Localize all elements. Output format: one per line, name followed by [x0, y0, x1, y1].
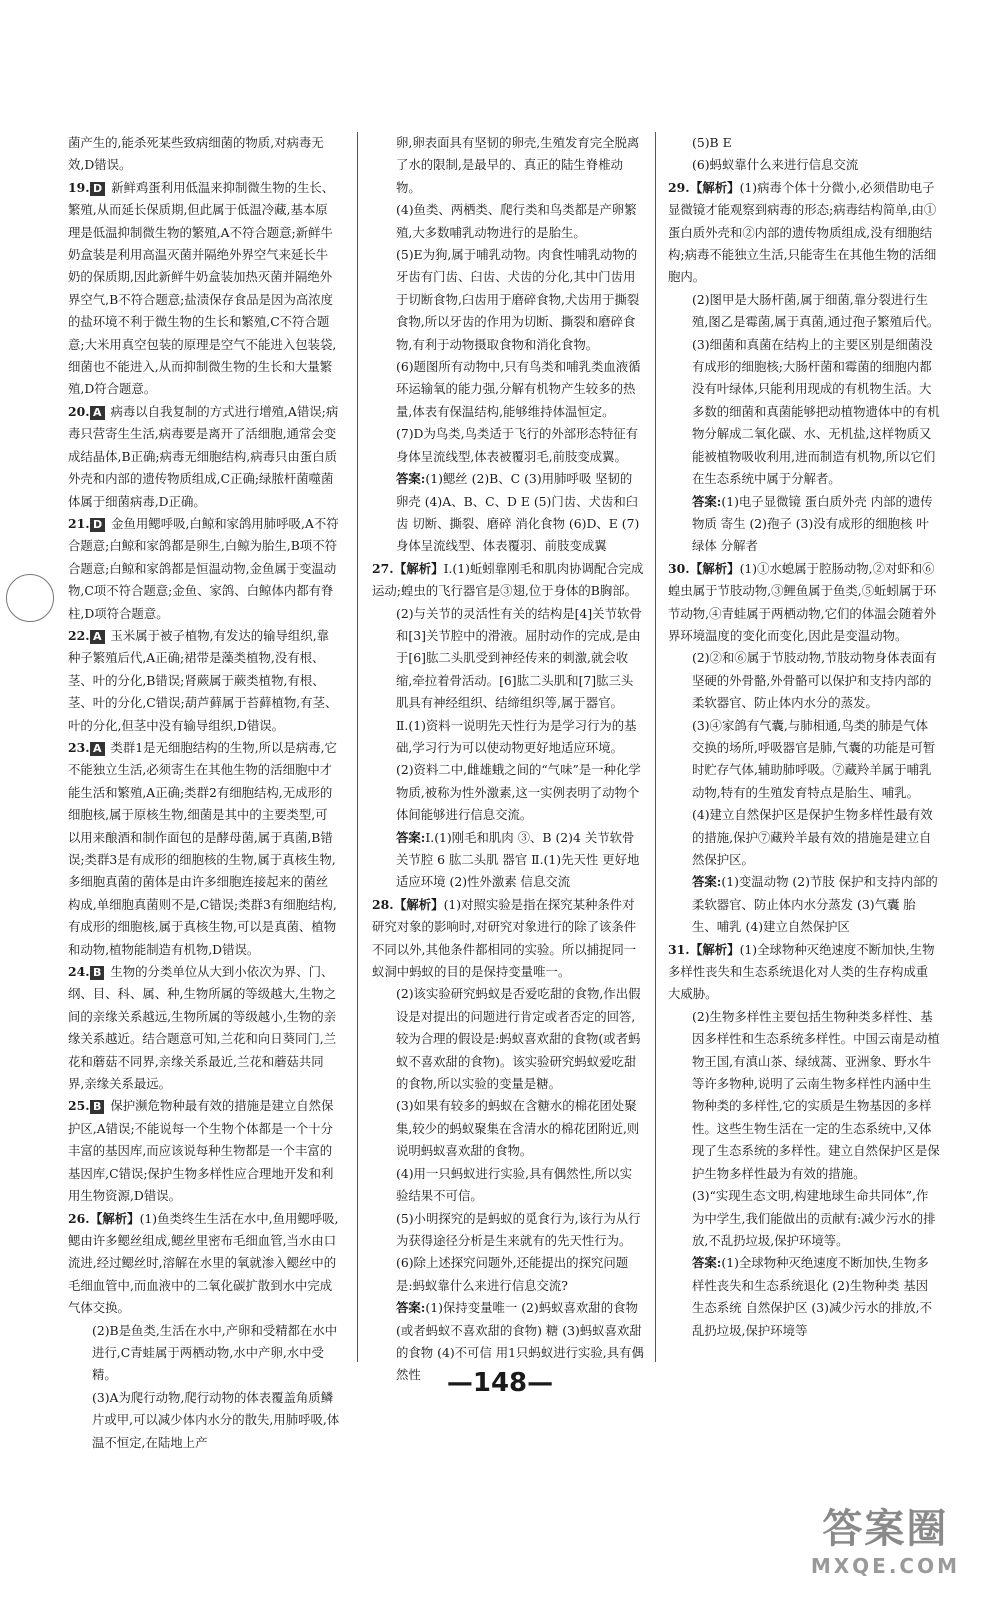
answer-choice-badge: B: [90, 966, 104, 980]
answer-paragraph: [372, 1095, 644, 1162]
answer-column-1: [68, 132, 340, 1454]
watermark-title: 答案圈: [822, 1506, 949, 1552]
paragraph-text: 新鲜鸡蛋利用低温来抑制微生物的生长、繁殖,从而延长保质期,但此属于低温冷藏,基本原理是低温抑制微生物的繁殖,A不符合题意;新鲜牛奶盒装是利用高温灭菌并隔绝外界空气来延长牛奶的保质期,因此新鲜牛奶盒装加热灭菌并隔绝外界空气,B不符合题意;盐渍保存食品是因为高浓度的盐环境不利于微生物的生长和繁殖,C不符合题意;大米用真空包装的原理是空气不能进入包装袋,细菌也不能进入,从而抑制微生物的生长和大量繁殖,D符合题意。: [68, 179, 337, 397]
analysis-tag: 【解析】: [690, 560, 740, 576]
question-answer-block: [68, 961, 340, 1095]
question-number: 20.: [68, 403, 90, 419]
question-number: 26.: [68, 1210, 90, 1226]
question-number: 21.: [68, 515, 90, 531]
question-answer-block: [68, 177, 340, 401]
question-number: 23.: [68, 739, 90, 755]
paragraph-text: (5)B E: [692, 135, 732, 150]
answer-choice-badge: A: [90, 742, 105, 756]
answer-paragraph: [372, 244, 644, 356]
question-answer-block: [68, 1095, 340, 1207]
paragraph-text: (3)如果有较多的蚂蚁在含糖水的棉花团处聚集,较少的蚂蚁聚集在含清水的棉花团附近,则说明蚂蚁喜欢甜的食物。: [396, 1098, 640, 1159]
paragraph-text: 卵,卵表面具有坚韧的卵壳,生殖发育完全脱离了水的限制,是最早的、真正的陆生脊椎动物。: [396, 135, 640, 195]
answer-paragraph: [68, 132, 340, 177]
answer-paragraph: [372, 1208, 644, 1253]
question-number: 25.: [68, 1098, 90, 1114]
answer-paragraph: [372, 1163, 644, 1208]
answer-choice-badge: D: [90, 518, 105, 532]
answer-label: 答案:: [396, 829, 426, 845]
paragraph-text: (1)①水螅属于腔肠动物,②对虾和⑥蝗虫属于节肢动物,③鲤鱼属于鱼类,⑤蚯蚓属于环节动物,④青蛙属于两栖动物,它们的体温会随着外界环境温度的变化而变化,因此是变温动物。: [668, 560, 937, 643]
paragraph-text: (6)除上述探究问题外,还能提出的探究问题是:蚂蚁靠什么来进行信息交流?: [396, 1255, 629, 1293]
paragraph-text: (1)病毒个体十分微小,必须借助电子显微镜才能观察到病毒的形态;病毒结构简单,由①蛋白质外壳和②内部的遗传物质组成,没有细胞结构;病毒不能独立生活,只能寄生在其他生物的活细胞内。: [668, 179, 937, 285]
question-number: 28.: [372, 896, 394, 912]
paragraph-text: Ⅰ.(1)蚯蚓靠刚毛和肌肉协调配合完成运动;蝗虫的飞行器官是③翅,位于身体的B胸部。: [372, 560, 644, 599]
answer-label: 答案:: [396, 471, 426, 487]
watermark-url: MXQE.COM: [810, 1554, 960, 1578]
answer-paragraph: [372, 715, 644, 760]
paragraph-text: (1)变温动物 (2)节肢 保护和支持内部的柔软器官、防止体内水分蒸发 (3)气囊 胎生、哺乳 (4)建立自然保护区: [692, 874, 938, 935]
question-answer-block: [68, 513, 340, 625]
answer-paragraph: [372, 423, 644, 468]
paragraph-text: (5)E为狗,属于哺乳动物。肉食性哺乳动物的牙齿有门齿、臼齿、犬齿的分化,其中门齿用于切断食物,臼齿用于磨碎食物,犬齿用于撕裂食物,所以牙齿的作用为切断、撕裂和磨碎食物,有利于动物摄取食物和消化食物。: [396, 247, 640, 352]
answer-paragraph: [668, 647, 940, 714]
paragraph-text: (3)④家鸽有气囊,与肺相通,鸟类的肺是气体交换的场所,呼吸器官是肺,气囊的功能是可暂时贮存气体,辅助肺呼吸。⑦藏羚羊属于哺乳动物,特有的生殖发育特点是胎生、哺乳。: [692, 717, 936, 800]
paragraph-text: (2)与关节的灵活性有关的结构是[4]关节软骨和[3]关节腔中的滑液。屈肘动作的完成,是由于[6]肱二头肌受到神经传来的刺激,就会收缩,牵拉着骨活动。[6]肱二头肌和[7]肱三头肌具有神经组织、结缔组织等,属于器官。: [396, 605, 642, 711]
paragraph-text: (1)鱼类终生生活在水中,鱼用鳃呼吸,鳃由许多鳃丝组成,鳃丝里密布毛细血管,当水由口流进,经过鳃丝时,溶解在水里的氧就渗入鳃丝中的毛细血管中,而血液中的二氧化碳扩散到水中完成气体交换。: [68, 1210, 339, 1316]
paragraph-text: (2)该实验研究蚂蚁是否爱吃甜的食物,作出假设是对提出的问题进行肯定或者否定的回答,较为合理的假设是:蚂蚁喜欢甜的食物(或者蚂蚁不喜欢甜的食物)。该实验研究蚂蚁爱吃甜的食物,所以实验的变量是糖。: [396, 986, 641, 1092]
answer-paragraph: [372, 356, 644, 423]
answer-choice-badge: B: [90, 1100, 104, 1114]
page-number: —148—: [446, 1368, 554, 1398]
answer-paragraph: [372, 983, 644, 1095]
paragraph-text: (1)鳃丝 (2)B、C (3)用肺呼吸 坚韧的卵壳 (4)A、B、C、D E (5)门齿、犬齿和臼齿 切断、撕裂、磨碎 消化食物 (6)D、E (7)身体呈流线型、体表覆羽、前肢变成翼: [396, 471, 640, 554]
paragraph-text: (5)小明探究的是蚂蚁的觅食行为,该行为从行为获得途径分析是生来就有的先天性行为。: [396, 1210, 641, 1248]
answer-paragraph: [372, 827, 644, 894]
answer-paragraph: [372, 132, 644, 199]
paragraph-text: (3)细菌和真菌在结构上的主要区别是细菌没有成形的细胞核;大肠杆菌和霉菌的细胞内都没有叶绿体,只能利用现成的有机物生活。大多数的细菌和真菌能够把动植物遗体中的有机物分解成二氧化碳、水、无机盐,这样物质又能被植物吸收利用,进而制造有机物,所以它们在生态系统中属于分解者。: [692, 336, 940, 487]
question-answer-block: [668, 177, 940, 289]
answer-paragraph: [372, 468, 644, 558]
answer-paragraph: [668, 871, 940, 938]
question-number: 29.: [668, 179, 690, 195]
paragraph-text: (1)保持变量唯一 (2)蚂蚁喜欢甜的食物(或者蚂蚁不喜欢甜的食物) 糖 (3)蚂蚁喜欢甜的食物 (4)不可信 用1只蚂蚁进行实验,具有偶然性: [396, 1300, 644, 1383]
stamp-seal-icon: [6, 574, 54, 622]
question-answer-block: [68, 625, 340, 737]
paragraph-text: (1)全球物种灭绝速度不断加快,生物多样性丧失和生态系统退化 (2)生物种类 基因 生态系统 自然保护区 (3)减少污水的排放,不乱扔垃圾,保护环境等: [692, 1255, 933, 1338]
paragraph-text: (4)用一只蚂蚁进行实验,具有偶然性,所以实验结果不可信。: [396, 1165, 633, 1204]
paragraph-text: 玉米属于被子植物,有发达的输导组织,靠种子繁殖后代,A正确;裙带是藻类植物,没有根、茎、叶的分化,B错误;肾蕨属于蕨类植物,有根、茎、叶的分化,C错误;葫芦藓属于苔藓植物,有茎、叶的分化,但茎中没有输导组织,D错误。: [68, 627, 338, 733]
answer-choice-badge: D: [90, 182, 105, 196]
analysis-tag: 【解析】: [394, 560, 444, 576]
paragraph-text: Ⅰ.(1)刚毛和肌肉 ③、B (2)4 关节软骨 关节腔 6 肱二头肌 器官 Ⅱ.(1)先天性 更好地适应环境 (2)性外激素 信息交流: [396, 829, 640, 890]
watermark-logo: [811, 1497, 960, 1578]
question-answer-block: [68, 1208, 340, 1320]
analysis-tag: 【解析】: [394, 896, 444, 912]
answer-paragraph: [668, 1252, 940, 1342]
paragraph-text: (3)A为爬行动物,爬行动物的体表覆盖角质鳞片或甲,可以减少体内水分的散失,用肺呼吸,体温不恒定,在陆地上产: [92, 1389, 340, 1450]
answer-paragraph: [668, 1185, 940, 1252]
answer-paragraph: [372, 603, 644, 715]
paragraph-text: (2)生物多样性主要包括生物种类多样性、基因多样性和生态系统多样性。中国云南是动植物王国,有滇山茶、绿绒蒿、亚洲象、野水牛等许多物种,说明了云南生物多样性内涵中生物种类的多样性,它的实质是生物基因的多样性。这些生物生活在一定的生态系统中,又体现了生态系统的多样性。建立自然保护区是保护生物多样性最为有效的措施。: [692, 1008, 940, 1181]
question-number: 31.: [668, 941, 690, 957]
question-number: 27.: [372, 560, 394, 576]
paragraph-text: (2)资料二中,雌雄蛾之间的“气味”是一种化学物质,被称为性外激素,这一实例表明了动物个体间能够进行信息交流。: [396, 762, 641, 823]
question-answer-block: [668, 558, 940, 648]
answer-paragraph: [668, 334, 940, 491]
answer-paragraph: [372, 1252, 644, 1297]
question-number: 22.: [68, 627, 90, 643]
column-divider-1: [357, 132, 358, 1362]
paragraph-text: (6)题图所有动物中,只有鸟类和哺乳类血液循环运输氧的能力强,分解有机物产生较多的热量,体表有保温结构,能够维持体温恒定。: [396, 359, 641, 419]
paragraph-text: (2)②和⑥属于节肢动物,节肢动物身体表面有坚硬的外骨骼,外骨骼可以保护和支持内部的柔软器官、防止体内水分的蒸发。: [692, 650, 937, 711]
question-number: 19.: [68, 179, 90, 195]
answer-column-2: [372, 132, 644, 1387]
question-answer-block: [68, 401, 340, 513]
paragraph-text: (1)对照实验是指在探究某种条件对研究对象的影响时,对研究对象进行的除了该条件不同以外,其他条件都相同的实验。所以捕捉同一蚁洞中蚂蚁的目的是保持变量唯一。: [372, 896, 637, 980]
question-number: 24.: [68, 964, 90, 980]
paragraph-text: (2)B是鱼类,生活在水中,产卵和受精都在水中进行,C青蛙属于两栖动物,水中产卵,水中受精。: [92, 1322, 338, 1383]
answer-column-3: [668, 132, 940, 1342]
paragraph-text: (7)D为鸟类,鸟类适于飞行的外部形态特征有身体呈流线型,体表被覆羽毛,前肢变成翼。: [396, 426, 639, 464]
answer-paragraph: [372, 759, 644, 826]
answer-choice-badge: A: [90, 630, 105, 644]
paragraph-text: 金鱼用鳃呼吸,白鲸和家鸽用肺呼吸,A不符合题意;白鲸和家鸽都是卵生,白鲸为胎生,B项不符合题意;白鲸和家鸽都是恒温动物,金鱼属于变温动物,C项不符合题意;金鱼、家鸽、白鲸体内都有脊柱,D项符合题意。: [68, 515, 339, 621]
answer-paragraph: [668, 491, 940, 558]
answer-label: 答案:: [396, 1300, 426, 1316]
paragraph-text: (4)建立自然保护区是保护生物多样性最有效的措施,保护⑦藏羚羊最有效的措施是建立自然保护区。: [692, 807, 933, 867]
analysis-tag: 【解析】: [690, 179, 740, 195]
question-number: 30.: [668, 560, 690, 576]
question-answer-block: [68, 737, 340, 961]
answer-label: 答案:: [692, 493, 722, 509]
answer-label: 答案:: [692, 1255, 722, 1271]
answer-label: 答案:: [692, 874, 722, 890]
answer-paragraph: [668, 289, 940, 334]
paragraph-text: (3)“实现生态文明,构建地球生命共同体”,作为中学生,我们能做出的贡献有:减少污水的排放,不乱扔垃圾,保护环境等。: [692, 1188, 936, 1248]
paragraph-text: (1)电子显微镜 蛋白质外壳 内部的遗传物质 寄生 (2)孢子 (3)没有成形的细胞核 叶绿体 分解者: [692, 493, 933, 554]
paragraph-text: (1)全球物种灭绝速度不断加快,生物多样性丧失和生态系统退化对人类的生存构成重大威胁。: [668, 941, 935, 1002]
paragraph-text: 保护濒危物种最有效的措施是建立自然保护区,A错误;不能说每一个生物个体都是一个十分丰富的基因库,而应该说每种生物都是一个丰富的基因库,C错误;保护生物多样性应合理地开发和利用生物资源,D错误。: [68, 1098, 334, 1204]
paragraph-text: 病毒以自我复制的方式进行增殖,A错误;病毒只营寄生生活,病毒要是离开了活细胞,通常会变成结晶体,B正确;病毒无细胞结构,病毒只由蛋白质外壳和内部的遗传物质组成,C正确;绿脓杆菌噬菌体属于细菌病毒,D正确。: [68, 403, 339, 509]
question-answer-block: [372, 558, 644, 603]
answer-paragraph: [668, 804, 940, 871]
paragraph-text: 菌产生的,能杀死某些致病细菌的物质,对病毒无效,D错误。: [68, 135, 324, 173]
column-divider-2: [655, 132, 656, 1362]
paragraph-text: 生物的分类单位从大到小依次为界、门、纲、目、科、属、种,生物所属的等级越大,生物之间的亲缘关系越远,生物所属的等级越小,生物的亲缘关系越近。结合题意可知,兰花和向日葵同门,兰花和蘑菇不同界,亲缘关系最近,兰花和蘑菇共同界,亲缘关系最远。: [68, 964, 337, 1092]
paragraph-text: Ⅱ.(1)资料一说明先天性行为是学习行为的基础,学习行为可以使动物更好地适应环境。: [396, 717, 637, 755]
answer-paragraph: [668, 132, 940, 154]
paragraph-text: (2)图甲是大肠杆菌,属于细菌,靠分裂进行生殖,图乙是霉菌,属于真菌,通过孢子繁殖后代。: [692, 291, 940, 330]
question-answer-block: [668, 939, 940, 1006]
paragraph-text: (6)蚂蚁靠什么来进行信息交流: [692, 157, 859, 173]
answer-choice-badge: A: [90, 406, 105, 420]
answer-paragraph: [668, 715, 940, 805]
answer-paragraph: [372, 199, 644, 244]
answer-paragraph: [668, 154, 940, 176]
question-answer-block: [372, 894, 644, 984]
answer-paragraph: [668, 1006, 940, 1185]
analysis-tag: 【解析】: [690, 941, 740, 957]
paragraph-text: 类群1是无细胞结构的生物,所以是病毒,它不能独立生活,必须寄生在其他生物的活细胞中才能生活和繁殖,A正确;类群2有细胞结构,无成形的细胞核,属于原核生物,细菌是其中的主要类型,可以用来酿酒和制作面包的是酵母菌,属于真菌,B错误;类群3是有成形的细胞核的生物,属于真核生物,多细胞真菌的菌体是由许多细胞连接起来的菌丝构成,单细胞真菌则不是,C错误;类群3有细胞结构,有成形的细胞核,属于真核生物,可以是真菌、植物和动物,植物能制造有机物,D错误。: [68, 739, 337, 957]
analysis-tag: 【解析】: [90, 1210, 140, 1226]
paragraph-text: (4)鱼类、两栖类、爬行类和鸟类都是产卵繁殖,大多数哺乳动物进行的是胎生。: [396, 202, 637, 240]
